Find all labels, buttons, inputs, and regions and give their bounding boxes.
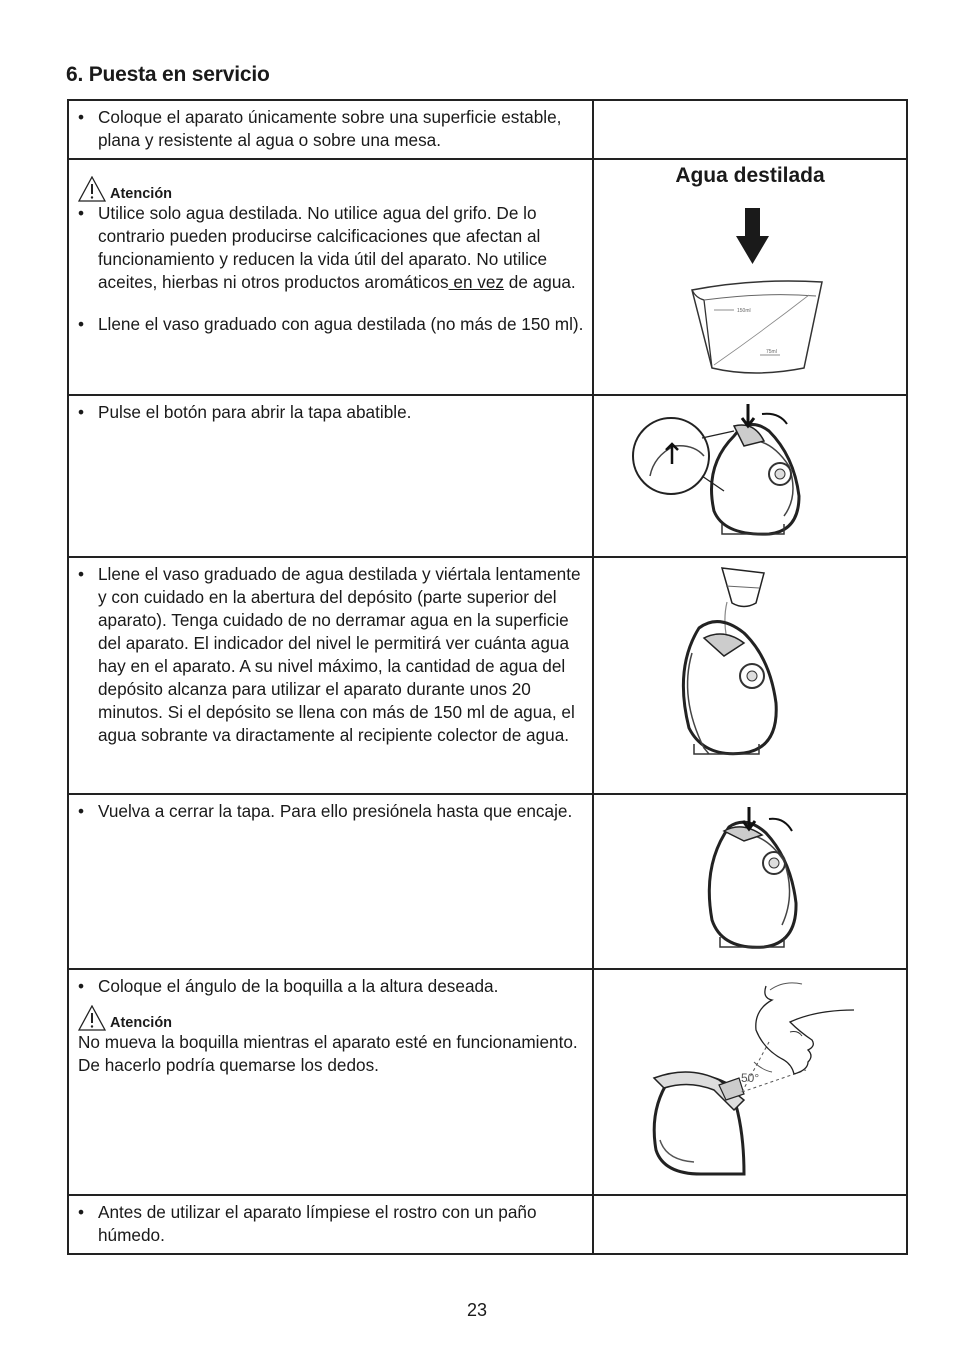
list-item [78, 563, 584, 747]
page-number: 23 [466, 1300, 488, 1320]
step-image-cell [593, 557, 907, 794]
step-text-cell [68, 969, 593, 1195]
step-text: Coloque el aparato únicamente sobre una superficie estable, plana y resistente al agua o sobre una mesa. [98, 107, 562, 150]
step-text [98, 202, 584, 294]
bullet-icon: • [78, 314, 85, 334]
list-item [78, 313, 584, 336]
list-item [78, 1201, 584, 1247]
image-caption: Agua destilada [675, 164, 825, 187]
warning-triangle-icon [78, 1005, 106, 1031]
table-row [68, 969, 907, 1195]
list-item [78, 106, 584, 152]
cup-label-bottom: 75ml [766, 349, 777, 355]
angle-label: 50° [741, 1071, 760, 1085]
table-row [68, 159, 907, 395]
step-text: Pulse el botón para abrir la tapa abatible. [98, 402, 412, 422]
open-lid-illustration [594, 396, 906, 558]
step-text-cell [68, 100, 593, 159]
bullet-icon: • [78, 801, 85, 821]
warning-label: Atención [110, 186, 173, 202]
fill-water-illustration [594, 558, 906, 795]
step-text: Coloque el ángulo de la boquilla a la altura deseada. [98, 976, 499, 996]
nozzle-angle-illustration [594, 970, 906, 1196]
list-item [78, 202, 584, 294]
step-text-cell [68, 557, 593, 794]
step-image-cell [593, 395, 907, 557]
down-arrow-icon [736, 208, 769, 264]
table-row [68, 100, 907, 159]
table-row [68, 395, 907, 557]
warning-text: No mueva la boquilla mientras el aparato esté en funcionamiento. De hacerlo podría quemarse los dedos. [78, 1032, 578, 1075]
step-image-cell [593, 794, 907, 969]
step-text-cell [68, 159, 593, 395]
section-title: 6. Puesta en servicio [66, 63, 270, 86]
table-row [68, 794, 907, 969]
step-text-cell [68, 395, 593, 557]
step-image-cell [593, 1195, 907, 1254]
table-row [68, 1195, 907, 1254]
cup-label-top: 150ml [737, 308, 751, 314]
table-row [68, 557, 907, 794]
measuring-cup-illustration [594, 160, 906, 396]
close-lid-illustration [594, 795, 906, 970]
step-text: Antes de utilizar el aparato límpiese el rostro con un paño húmedo. [98, 1202, 537, 1245]
warning-triangle-icon [78, 176, 106, 202]
list-item [78, 975, 584, 998]
list-item [78, 800, 584, 823]
step-text: Vuelva a cerrar la tapa. Para ello presiónela hasta que encaje. [98, 801, 573, 821]
step-image-cell [593, 969, 907, 1195]
warning-label: Atención [110, 1015, 173, 1031]
bullet-icon: • [78, 107, 85, 127]
step-image-cell [593, 159, 907, 395]
step-text-part: Utilice solo agua destilada. No utilice agua del grifo. De lo contrario pueden producirse calcificaciones que afectan al funcionamiento y reducen la vida útil del aparato. No utilice aceites, hierbas ni otros productos aromáticos [98, 203, 548, 292]
bullet-icon: • [78, 976, 85, 996]
bullet-icon: • [78, 1202, 85, 1222]
step-text-cell [68, 1195, 593, 1254]
warning-heading [78, 1005, 584, 1031]
list-item [78, 401, 584, 424]
step-text: Llene el vaso graduado con agua destilada (no más de 150 ml). [98, 314, 584, 334]
bullet-icon: • [78, 203, 85, 223]
underlined-text: en vez [448, 272, 505, 292]
step-text-cell [68, 794, 593, 969]
instruction-table [67, 99, 908, 1255]
bullet-icon: • [78, 402, 85, 422]
step-image-cell [593, 100, 907, 159]
warning-heading [78, 176, 584, 202]
step-text: Llene el vaso graduado de agua destilada y viértala lentamente y con cuidado en la abertura del depósito (parte superior del aparato). Tenga cuidado de no derramar agua en la superficie del aparato. El indicador del nivel le permitirá ver cuánta agua hay en el aparato. A su nivel máximo, la cantidad de agua del depósito alcanza para utilizar el aparato durante unos 20 minutos. Si el depósito se llena con más de 150 ml de agua, el agua sobrante va diractamente al recipiente colector de agua. [98, 564, 581, 745]
bullet-icon: • [78, 564, 85, 584]
step-text-part: de agua. [504, 272, 576, 292]
